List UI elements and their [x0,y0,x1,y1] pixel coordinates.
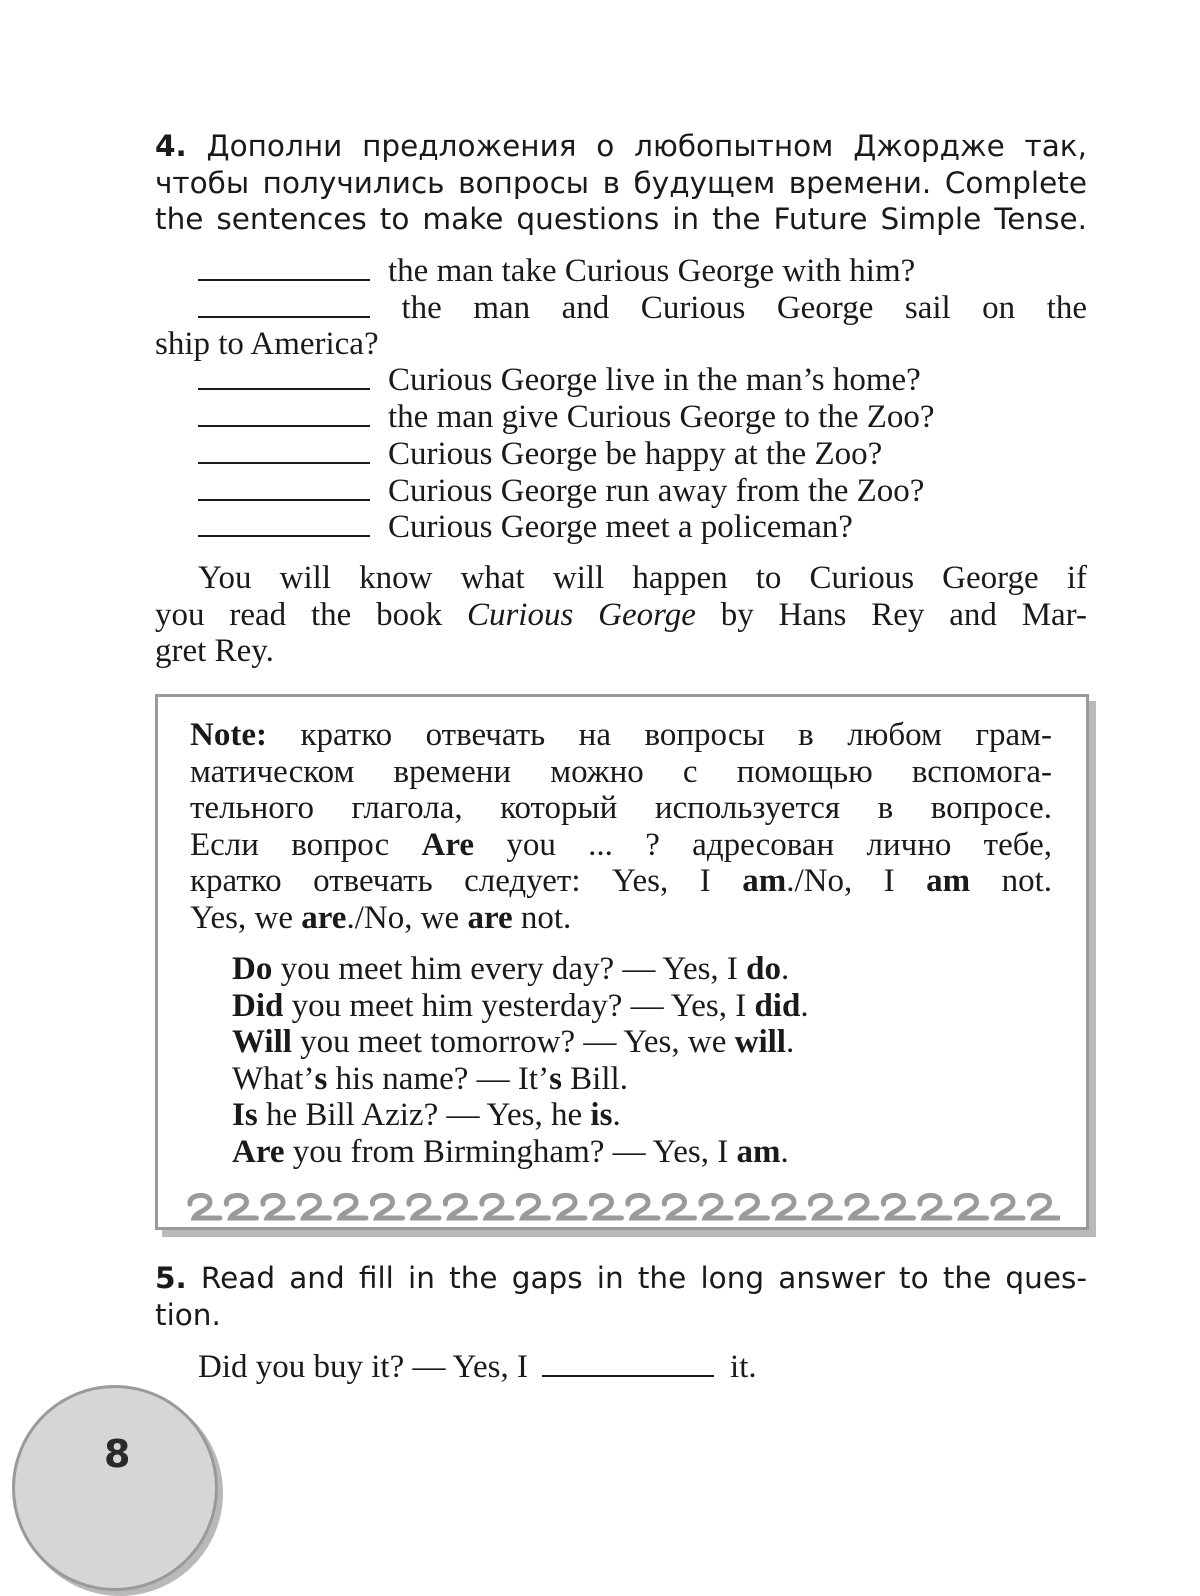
spiral-loop [372,1195,402,1218]
spiral-loop [883,1195,913,1218]
spiral-loop [263,1195,293,1218]
spiral-loop [847,1195,877,1218]
spiral-loop [701,1195,731,1218]
instruction-line-3: the sentences to make questions in the Future Simple Tense. [155,202,1087,236]
note-examples [232,951,809,1170]
spiral-loop [1029,1195,1059,1218]
spiral-loop [518,1195,548,1218]
question-item: Curious George be happy at the Zoo? [155,436,1087,473]
answer-blank[interactable] [198,438,370,464]
instruction-line-2: чтобы получились вопросы в будущем времени. Complete [155,165,1087,200]
answer-blank[interactable] [198,401,370,427]
spiral-loop [299,1195,329,1218]
spiral-loop [956,1195,986,1218]
book-title: Curious George [466,596,696,633]
answer-blank[interactable] [198,292,370,318]
answer-blank[interactable] [198,475,370,501]
example-line: Are you from Birmingham? — Yes, I am. [232,1133,789,1170]
question-item: Curious George live in the man’s home? [155,362,1087,399]
spiral-loop [190,1195,220,1218]
example-line: Is he Bill Aziz? — Yes, he is. [232,1097,621,1133]
exercise-4-instruction [155,128,1087,238]
example-line: Did you meet him yesterday? — Yes, I did. [232,987,809,1024]
exercise-5-instruction: 5. Read and fill in the gaps in the long answer to the ques- tion. [155,1261,1087,1332]
example-line: Will you meet tomorrow? — Yes, we will. [232,1024,795,1060]
spiral-binding-decoration [180,1188,1060,1224]
spiral-loop [993,1195,1023,1218]
example-line: What’s his name? — It’s Bill. [232,1060,628,1097]
instruction-line-1: 4. Дополни предложения о любопытном Джордже так, [155,129,1087,163]
spiral-loop [336,1195,366,1218]
question-item: the man take Curious George with him? [155,253,1087,290]
answer-blank[interactable] [198,255,370,281]
question-item: Curious George run away from the Zoo? [155,473,1087,510]
closing-paragraph: You will know what will happen to Curious George if you read the book Curious George by Hans Rey and Mar- gret Rey. [155,560,1087,669]
question-item-continuation: ship to America? [155,326,379,362]
spiral-loop [628,1195,658,1218]
spiral-loop [591,1195,621,1218]
spiral-loop [226,1195,256,1218]
spiral-loop [774,1195,804,1218]
example-line: Do you meet him every day? — Yes, I do. [232,951,790,987]
exercise-5-answer: Did you buy it? — Yes, I it. [198,1349,757,1385]
exercise-number: 5. [155,1261,187,1295]
question-item: the man give Curious George to the Zoo? [155,399,1087,436]
spiral-loop [737,1195,767,1218]
note-text: Note: кратко отвечать на вопросы в любом грам- матическом времени можно с помощью вспомога- тельного глагола, который используется в вопросе. Если вопрос Are you ... ? адресован лично тебе, кратко отвечать следует: Yes, I am./No, I am not. Yes, we are./No, we are not. [190,717,1053,936]
answer-blank[interactable] [542,1351,714,1377]
spiral-loop [664,1195,694,1218]
spiral-loop [810,1195,840,1218]
spiral-loop [409,1195,439,1218]
answer-blank[interactable] [198,511,370,537]
spiral-loop [482,1195,512,1218]
question-item: Curious George meet a policeman? [155,509,1087,546]
exercise-number: 4. [155,129,187,163]
note-label: Note: [190,717,267,753]
spiral-loop [445,1195,475,1218]
spiral-loop [555,1195,585,1218]
spiral-loop [920,1195,950,1218]
page-number-badge [12,1385,218,1591]
answer-blank[interactable] [198,364,370,390]
question-item: the man and Curious George sail on the [155,290,1087,327]
page-number: 8 [104,1432,131,1476]
